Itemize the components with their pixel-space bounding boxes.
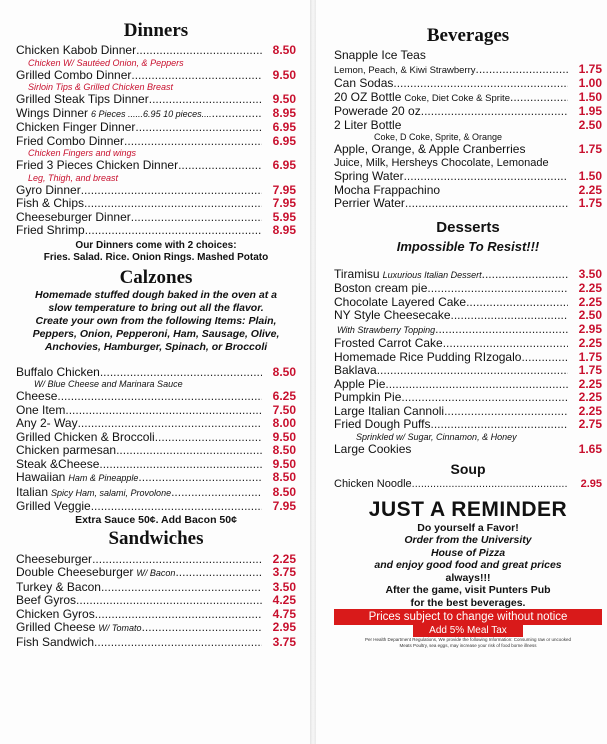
snapple-heading: Snapple Ice Teas bbox=[334, 48, 426, 62]
menu-item bbox=[16, 159, 296, 173]
reminder-line-1: Do yourself a Favor! bbox=[417, 521, 519, 534]
menu-item bbox=[16, 608, 296, 622]
dot-leader bbox=[78, 417, 262, 431]
item-price: 7.50 bbox=[272, 402, 296, 417]
item-name: Fish & Chips bbox=[16, 196, 85, 210]
item-price: 4.25 bbox=[272, 593, 296, 607]
item-price: 2.25 bbox=[578, 376, 602, 391]
menu-item bbox=[334, 364, 602, 378]
item-name: Italian bbox=[16, 484, 49, 499]
menu-item bbox=[16, 444, 296, 458]
dot-leader bbox=[95, 608, 262, 622]
item-price: 2.25 bbox=[578, 294, 602, 309]
dot-leader bbox=[212, 107, 262, 121]
dot-leader bbox=[444, 405, 568, 419]
dot-leader bbox=[92, 553, 262, 567]
menu-item bbox=[16, 486, 296, 501]
item-price: 2.25 bbox=[578, 336, 602, 350]
item-name: One Item bbox=[16, 402, 66, 417]
item-price: 8.50 bbox=[272, 364, 296, 379]
item-price: 6.25 bbox=[272, 389, 296, 403]
reminder-line-2: Order from the University bbox=[404, 534, 532, 546]
dot-leader bbox=[101, 581, 262, 595]
menu-item bbox=[334, 282, 602, 296]
item-name: Chicken Finger Dinner bbox=[16, 120, 136, 134]
dot-leader bbox=[155, 431, 262, 445]
menu-item bbox=[16, 366, 296, 380]
item-name: Baklava bbox=[334, 363, 377, 377]
item-detail: Luxurious Italian Dessert bbox=[382, 269, 482, 280]
menu-item: Powerade 20 oz ..... 1.95 bbox=[334, 105, 602, 119]
menu-item bbox=[16, 107, 296, 122]
reminder-title: JUST A REMINDER bbox=[368, 497, 568, 521]
dot-leader bbox=[135, 121, 262, 135]
menu-item bbox=[334, 323, 602, 338]
menu-item bbox=[16, 431, 296, 445]
menu-item bbox=[16, 581, 296, 595]
dot-leader bbox=[427, 282, 568, 296]
menu-item bbox=[334, 337, 602, 351]
desserts-list bbox=[334, 268, 602, 432]
dinners-note-2: Fries. Salad. Rice. Onion Rings. Mashed Potato bbox=[43, 251, 269, 263]
item-name: Cheeseburger Dinner bbox=[16, 209, 131, 224]
menu-item: 2 Liter Bottle 2.50 bbox=[334, 117, 602, 132]
dot-leader bbox=[178, 159, 262, 173]
item-price: 2.25 bbox=[578, 390, 602, 404]
item-price: 2.75 bbox=[578, 417, 602, 431]
menu-item bbox=[16, 404, 296, 418]
menu-item bbox=[16, 458, 296, 472]
dot-leader bbox=[100, 366, 262, 380]
menu-item bbox=[334, 351, 602, 365]
item-price: 2.95 bbox=[272, 620, 296, 634]
item-name: Tiramisu bbox=[334, 266, 380, 281]
item-name: Pumpkin Pie bbox=[334, 390, 402, 404]
health-notice-2: Meats Poultry, sea eggs, may increase your risk of food borne illness bbox=[399, 643, 537, 648]
item-name: Chocolate Layered Cake bbox=[334, 294, 467, 309]
dot-leader bbox=[99, 458, 262, 472]
menu-item bbox=[334, 378, 602, 392]
item-name: Grilled Steak Tips Dinner bbox=[16, 92, 149, 106]
menu-item: Lemon, Peach, & Kiwi Strawberry ..... 1.75 bbox=[334, 63, 602, 78]
sandwiches-list bbox=[16, 553, 296, 650]
calzones-list bbox=[16, 366, 296, 514]
item-price: 7.95 bbox=[272, 182, 296, 197]
dot-leader bbox=[149, 93, 262, 107]
item-price: 2.50 bbox=[578, 308, 602, 322]
item-name: Chicken Gyros bbox=[16, 606, 95, 621]
dot-leader bbox=[435, 323, 568, 337]
item-name: Grilled Veggie bbox=[16, 499, 91, 513]
menu-item bbox=[16, 93, 296, 107]
item-name: Buffalo Chicken bbox=[16, 364, 100, 379]
dot-leader bbox=[138, 471, 262, 485]
item-description: W/ Blue Cheese and Marinara Sauce bbox=[34, 379, 183, 389]
menu-item bbox=[16, 211, 296, 225]
menu-item bbox=[16, 417, 296, 431]
liter-flavors: Coke, D Coke, Sprite, & Orange bbox=[374, 132, 503, 142]
menu-item bbox=[16, 594, 296, 608]
item-description: Chicken W/ Sautéed Onion, & Peppers bbox=[28, 57, 184, 68]
item-name: Grilled Chicken & Broccoli bbox=[16, 429, 155, 444]
dot-leader bbox=[94, 636, 262, 650]
item-price: 9.50 bbox=[272, 92, 296, 106]
item-price: 3.50 bbox=[272, 579, 296, 594]
item-name: Large Italian Cannoli bbox=[334, 403, 445, 418]
item-name: Chicken Kabob Dinner bbox=[16, 43, 137, 57]
item-price: 2.95 bbox=[578, 321, 602, 336]
reminder-line-3: House of Pizza bbox=[430, 546, 506, 559]
menu-item: Perrier Water ..... 1.75 bbox=[334, 197, 602, 211]
item-price: 9.50 bbox=[272, 67, 296, 82]
menu-item bbox=[16, 197, 296, 211]
item-name: Apple Pie bbox=[334, 376, 386, 391]
desserts-tagline: Impossible To Resist!!! bbox=[396, 238, 540, 254]
item-name: Gyro Dinner bbox=[16, 182, 81, 197]
dot-leader bbox=[131, 69, 262, 83]
left-column bbox=[16, 0, 296, 649]
item-price: 9.50 bbox=[272, 429, 296, 444]
item-price: 9.50 bbox=[272, 456, 296, 471]
item-price: 5.95 bbox=[272, 209, 296, 224]
item-name: Chicken parmesan bbox=[16, 443, 117, 457]
dot-leader bbox=[377, 364, 568, 378]
item-description: Sirloin Tips & Grilled Chicken Breast bbox=[28, 82, 173, 92]
menu-item bbox=[16, 135, 296, 149]
juice-line-1: Apple, Orange, & Apple Cranberries 1.75 bbox=[334, 142, 602, 156]
page-fold bbox=[310, 0, 316, 744]
dot-leader bbox=[443, 337, 568, 351]
menu-item bbox=[16, 553, 296, 567]
soup-title: Soup bbox=[450, 461, 486, 477]
calzones-desc-3: Create your own from the following Items: Plain, bbox=[35, 314, 277, 327]
menu-item bbox=[16, 184, 296, 198]
item-detail: Spicy Ham, salami, Provolone bbox=[51, 487, 172, 498]
menu-item: Chicken Noodle ..... 2.95 bbox=[334, 478, 602, 492]
dot-leader bbox=[385, 378, 568, 392]
item-name: Homemade Rice Pudding RIzogalo bbox=[334, 349, 522, 364]
menu-item: Can Sodas ..... 1.00 bbox=[334, 77, 602, 91]
puffs-sub: Sprinkled w/ Sugar, Cinnamon, & Honey bbox=[356, 431, 517, 442]
dot-leader bbox=[81, 184, 262, 198]
item-description: Chicken Fingers and wings bbox=[28, 148, 137, 158]
dot-leader bbox=[482, 268, 568, 282]
item-price: 8.50 bbox=[272, 470, 296, 484]
item-price: 2.25 bbox=[578, 281, 602, 295]
item-detail: Ham & Pineapple bbox=[68, 473, 139, 483]
item-name: Fried Dough Puffs bbox=[334, 417, 431, 431]
item-price: 3.75 bbox=[272, 634, 296, 649]
dot-leader bbox=[131, 211, 262, 225]
calzones-desc-2: slow temperature to bring out all the flavor. bbox=[48, 301, 264, 314]
menu-item bbox=[16, 69, 296, 83]
tax-notice: Add 5% Meal Tax bbox=[413, 625, 523, 637]
menu-item bbox=[334, 391, 602, 405]
item-price: 7.95 bbox=[272, 499, 296, 513]
item-name: Boston cream pie bbox=[334, 281, 428, 295]
dot-leader bbox=[65, 404, 262, 418]
item-price: 3.50 bbox=[578, 266, 602, 281]
item-price: 7.95 bbox=[272, 196, 296, 210]
menu-item bbox=[16, 471, 296, 486]
item-name: Turkey & Bacon bbox=[16, 579, 101, 594]
item-name: Beef Gyros bbox=[16, 593, 77, 607]
dot-leader bbox=[91, 500, 262, 514]
item-name: Frosted Carrot Cake bbox=[334, 336, 443, 350]
menu-item bbox=[16, 636, 296, 650]
dot-leader bbox=[84, 197, 262, 211]
reminder-line-6: After the game, visit Punters Pub bbox=[385, 584, 551, 596]
item-name: Double Cheeseburger bbox=[16, 565, 134, 579]
item-price: 8.50 bbox=[272, 43, 296, 57]
dot-leader bbox=[466, 296, 568, 310]
dot-leader bbox=[136, 44, 262, 58]
menu-item bbox=[334, 418, 602, 432]
calzones-desc-4: Peppers, Onion, Pepperoni, Ham, Sausage, Olive, bbox=[32, 327, 280, 340]
menu-item bbox=[16, 121, 296, 135]
dot-leader bbox=[124, 135, 262, 149]
menu-item bbox=[16, 500, 296, 514]
item-name: Hawaiian bbox=[16, 470, 66, 484]
health-notice-1: Per Health Department Regulations, We provide the following Information: Consuming raw or uncooked bbox=[364, 637, 572, 642]
item-name: Grilled Combo Dinner bbox=[16, 67, 132, 82]
menu-item bbox=[334, 309, 602, 323]
dinners-note-1: Our Dinners come with 2 choices: bbox=[75, 239, 237, 251]
menu-item bbox=[334, 268, 602, 283]
item-price: 8.00 bbox=[272, 416, 296, 430]
menu-item: Spring Water ..... 1.50 bbox=[334, 170, 602, 184]
reminder-line-5: always!!! bbox=[445, 571, 491, 584]
item-price: 1.75 bbox=[578, 349, 602, 364]
item-name: Fish Sandwich bbox=[16, 634, 95, 649]
menu-item bbox=[16, 390, 296, 404]
menu-item bbox=[334, 296, 602, 310]
juice-line-2: Juice, Milk, Hersheys Chocolate, Lemonade bbox=[334, 156, 549, 169]
item-name: Fried Shrimp bbox=[16, 223, 85, 237]
dot-leader bbox=[175, 566, 262, 580]
item-name: Fried 3 Pieces Chicken Dinner bbox=[16, 158, 179, 172]
menu-item: Large Cookies 1.65 bbox=[334, 441, 602, 456]
item-detail: W/ Bacon bbox=[136, 568, 176, 578]
dot-leader bbox=[76, 594, 262, 608]
dot-leader bbox=[521, 351, 568, 365]
dot-leader bbox=[142, 621, 262, 635]
item-name: Grilled Cheese bbox=[16, 620, 96, 634]
item-name: Any 2- Way bbox=[16, 416, 78, 430]
calzones-desc-1: Homemade stuffed dough baked in the oven at a bbox=[35, 288, 277, 301]
prices-notice: Prices subject to change without notice bbox=[334, 609, 602, 625]
calzones-extra: Extra Sauce 50¢. Add Bacon 50¢ bbox=[75, 513, 237, 526]
dot-leader bbox=[431, 418, 569, 432]
item-price: 6.95 bbox=[272, 158, 296, 172]
sandwiches-title: Sandwiches bbox=[108, 527, 204, 549]
item-price: 1.75 bbox=[578, 363, 602, 377]
item-name: Wings Dinner bbox=[16, 105, 89, 120]
dot-leader bbox=[451, 309, 568, 323]
right-column bbox=[334, 0, 602, 649]
menu-item: Mocha Frappachino 2.25 bbox=[334, 182, 602, 197]
item-name: Cheese bbox=[16, 389, 58, 403]
item-price: 8.50 bbox=[272, 443, 296, 457]
menu-item bbox=[334, 405, 602, 419]
item-price: 8.95 bbox=[272, 223, 296, 237]
item-price: 4.75 bbox=[272, 606, 296, 621]
menu-item: 20 OZ Bottle Coke, Diet Coke & Sprite ..... 1.50 bbox=[334, 91, 602, 106]
reminder-line-7: for the best beverages. bbox=[410, 596, 526, 609]
item-price: 2.25 bbox=[578, 403, 602, 418]
reminder-line-4: and enjoy good food and great prices bbox=[374, 559, 562, 571]
calzones-title: Calzones bbox=[119, 266, 193, 288]
dot-leader bbox=[85, 224, 262, 238]
menu-item bbox=[16, 621, 296, 636]
menu-item bbox=[16, 224, 296, 238]
dot-leader bbox=[57, 390, 262, 404]
desserts-title: Desserts bbox=[436, 218, 500, 236]
item-name: Steak &Cheese bbox=[16, 456, 100, 471]
item-detail: With Strawberry Topping bbox=[337, 324, 436, 335]
item-price: 6.95 bbox=[272, 120, 296, 134]
dinners-list bbox=[16, 44, 296, 238]
dot-leader bbox=[171, 486, 262, 500]
menu-item bbox=[16, 566, 296, 581]
item-price: 8.95 bbox=[272, 105, 296, 120]
item-detail: W/ Tomato bbox=[98, 623, 142, 633]
item-name: Cheeseburger bbox=[16, 551, 93, 566]
dot-leader bbox=[116, 444, 262, 458]
item-price: 3.75 bbox=[272, 565, 296, 579]
item-price: 6.95 bbox=[272, 133, 296, 148]
beverages-title: Beverages bbox=[426, 25, 510, 46]
item-name: Fried Combo Dinner bbox=[16, 133, 125, 148]
dot-leader bbox=[401, 391, 568, 405]
item-price: 2.25 bbox=[272, 551, 296, 566]
item-price: 8.50 bbox=[272, 484, 296, 499]
item-description: Leg, Thigh, and breast bbox=[28, 172, 119, 183]
item-name: NY Style Cheesecake bbox=[334, 308, 451, 322]
menu-item bbox=[16, 44, 296, 58]
item-detail: 6 Pieces ......6.95 10 pieces.... bbox=[91, 108, 212, 119]
calzones-desc-5: Anchovies, Hamburger, Spinach, or Broccoli bbox=[44, 340, 268, 353]
dinners-title: Dinners bbox=[123, 20, 189, 41]
